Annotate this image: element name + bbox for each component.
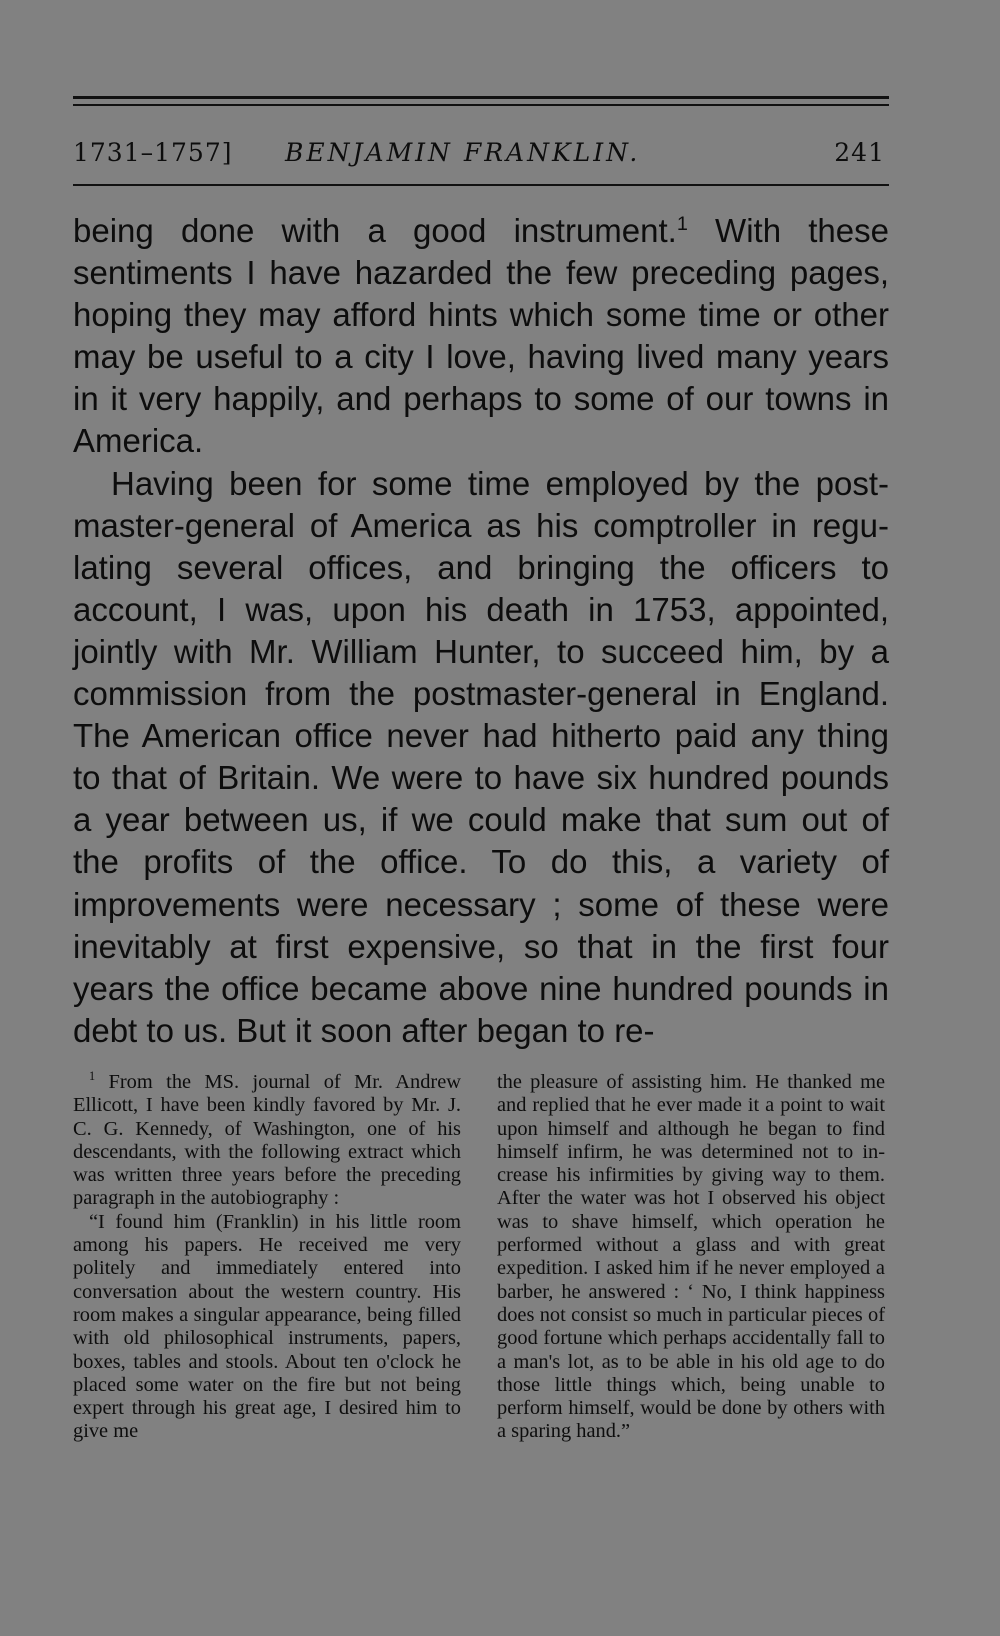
top-rule-thin bbox=[73, 104, 889, 106]
page-number: 241 bbox=[834, 138, 885, 167]
footnote-intro bbox=[73, 1071, 461, 1211]
header-rule bbox=[73, 184, 889, 186]
paragraph-1-rest: With these sentiments I have hazarded the few preceding pages, hoping they may afford hints which some time or other may be useful to a city I love, having lived many years in it very happily, and perhaps to some of our towns in America. bbox=[73, 212, 889, 460]
running-head-dates: 1731–1757] bbox=[73, 138, 233, 167]
top-rule-thick bbox=[73, 96, 889, 99]
footnote-quote-continued: the pleasure of assisting him. He thanked me and replied that he ever made it a point to wait upon himself and although he began to find himself infirm, he was determined not to increase his infirmities by giving way to them. After the water was hot I observed his object was to shave himself, which operation he performed without a glass and with great expedition. I asked him if he never employed a barber, he answered : ‘ No, I think happiness does not consist so much in particular pieces of good fortune which perhaps accidentally fall to a man's lot, as to be able in his old age to do those little things which, being unable to perform himself, would be done by others with a sparing hand.” bbox=[497, 1071, 885, 1443]
footnote-reference: 1 bbox=[676, 213, 688, 235]
paragraph-1 bbox=[73, 210, 889, 463]
footnote-column-left bbox=[73, 1071, 461, 1444]
paragraph-1-start: being done with a good instrument. bbox=[73, 212, 677, 249]
footnote-marker: 1 bbox=[89, 1069, 96, 1084]
footnote-column-right bbox=[497, 1071, 885, 1444]
running-head bbox=[73, 133, 889, 173]
main-text bbox=[73, 210, 889, 1052]
paragraph-2: Having been for some time employed by the post-master-general of America as his comptroller in regulating several offices, and bringing the officers to account, I was, upon his death in 1753, appointed, jointly with Mr. William Hunter, to succeed him, by a commission from the postmaster-general in England. The American office never had hitherto paid any thing to that of Britain. We were to have six hundred pounds a year between us, if we could make that sum out of the profits of the office. To do this, a variety of improvements were necessary ; some of these were inevitably at first expensive, so that in the first four years the office became above nine hundred pounds in debt to us. But it soon after began to re- bbox=[73, 464, 889, 1049]
footnote-intro-text: From the MS. journal of Mr. Andrew Ellicott, I have been kindly favored by Mr. J. C. G. Kennedy, of Washington, one of his descendants, with the following extract which was written three years before the preceding paragraph in the autobiography : bbox=[73, 1071, 461, 1210]
running-head-title: BENJAMIN FRANKLIN. bbox=[285, 138, 641, 167]
footnote-quote-start: “I found him (Franklin) in his little room among his papers. He received me very politely and immediately entered into conversation about the western country. His room makes a singular appearance, being filled with old philosophical instruments, papers, boxes, tables and stools. About ten o'clock he placed some water on the fire but not being expert through his great age, I desired him to give me bbox=[73, 1210, 461, 1443]
